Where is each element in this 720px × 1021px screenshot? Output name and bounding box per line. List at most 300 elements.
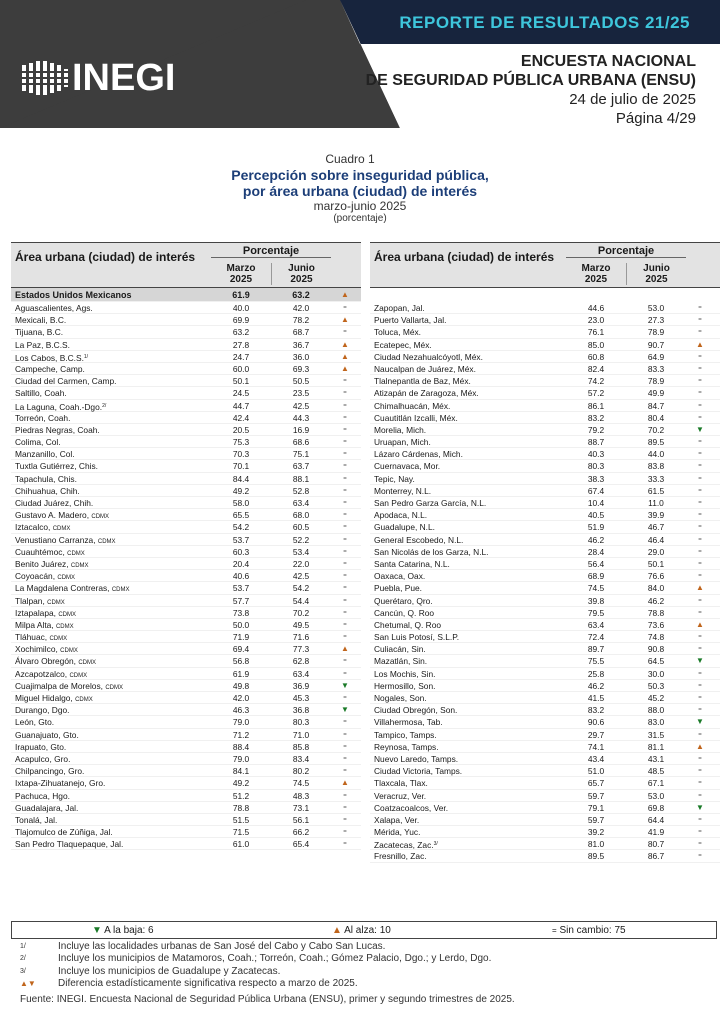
area-name: Tapachula, Chis. xyxy=(15,473,77,484)
table-row xyxy=(11,363,361,375)
table-row xyxy=(370,448,720,460)
area-name: Xalapa, Ver. xyxy=(374,814,420,825)
area-name: Colima, Col. xyxy=(15,437,61,448)
up-triangle-icon: ▲ xyxy=(696,741,704,751)
equal-icon: = xyxy=(343,305,347,311)
table-row xyxy=(370,473,720,485)
equal-icon: = xyxy=(343,755,347,762)
equal-icon: = xyxy=(698,573,702,580)
table-number: Cuadro 1 xyxy=(325,152,375,166)
equal-icon: = xyxy=(343,816,347,823)
table-row xyxy=(370,838,720,850)
area-name: Venustiano Carranza, CDMX xyxy=(15,534,116,545)
area-name: Campeche, Camp. xyxy=(15,363,85,374)
footnote: ▲▼ Diferencia estadísticamente significativa respecto a marzo de 2025. xyxy=(20,978,358,990)
marzo-value: 56.8 xyxy=(232,656,250,667)
area-name: Ecatepec, Méx. xyxy=(374,339,432,350)
area-name: Manzanillo, Col. xyxy=(15,449,75,460)
area-name: San Luis Potosí, S.L.P. xyxy=(374,632,460,643)
marzo-value: 70.3 xyxy=(232,449,250,460)
brand-text: INEGI xyxy=(72,57,176,99)
area-name: Guadalupe, N.L. xyxy=(374,522,435,533)
table-row xyxy=(11,497,361,509)
table-row xyxy=(11,838,361,850)
down-triangle-icon: ▼ xyxy=(696,656,704,666)
marzo-value: 53.7 xyxy=(232,534,250,545)
area-name: Cuajimalpa de Morelos, CDMX xyxy=(15,680,123,691)
equal-icon: = xyxy=(698,390,702,397)
junio-value: 53.4 xyxy=(292,546,310,557)
equal-icon: = xyxy=(343,463,347,470)
equal-icon: = xyxy=(698,792,702,799)
area-name: Puerto Vallarta, Jal. xyxy=(374,315,447,326)
table-row xyxy=(11,765,361,777)
junio-value: 50.3 xyxy=(647,680,665,691)
equal-icon: = xyxy=(698,634,702,641)
area-name: Lázaro Cárdenas, Mich. xyxy=(374,449,463,460)
junio-value: 63.4 xyxy=(292,498,310,508)
junio-value: 74.8 xyxy=(647,632,665,643)
table-row xyxy=(11,412,361,424)
area-name: Tampico, Tamps. xyxy=(374,729,437,740)
marzo-value: 29.7 xyxy=(587,729,605,740)
marzo-value: 27.8 xyxy=(232,339,250,350)
table-row xyxy=(11,692,361,704)
equal-icon: = xyxy=(698,768,702,775)
up-triangle-icon: ▲ xyxy=(696,619,704,629)
junio-value: 73.1 xyxy=(292,802,310,813)
table-row xyxy=(370,741,720,753)
marzo-value: 86.1 xyxy=(587,400,605,411)
area-name: Ciudad Victoria, Tamps. xyxy=(374,766,463,777)
table-row xyxy=(11,655,361,667)
marzo-value: 79.5 xyxy=(587,607,605,618)
equal-icon: = xyxy=(343,597,347,604)
junio-value: 88.1 xyxy=(292,473,310,484)
equal-icon: = xyxy=(343,573,347,580)
legend-up: ▲ Al alza: 10 xyxy=(332,925,391,936)
table-row xyxy=(370,716,720,728)
marzo-value: 60.0 xyxy=(232,363,250,374)
equal-icon: = xyxy=(343,829,347,836)
equal-icon: = xyxy=(343,634,347,641)
area-name: Chihuahua, Chih. xyxy=(15,485,80,496)
col-marzo-header: Marzo 2025 xyxy=(581,263,611,285)
table-row xyxy=(11,436,361,448)
marzo-value: 28.4 xyxy=(587,546,605,557)
marzo-value: 82.4 xyxy=(587,363,605,374)
equal-icon: = xyxy=(552,926,557,935)
marzo-value: 71.9 xyxy=(232,632,250,643)
marzo-value: 51.9 xyxy=(587,522,605,533)
table-row xyxy=(11,570,361,582)
junio-value: 78.2 xyxy=(292,315,310,326)
area-name: Naucalpan de Juárez, Méx. xyxy=(374,363,476,374)
junio-value: 84.0 xyxy=(647,583,665,594)
marzo-value: 39.8 xyxy=(587,595,605,606)
area-name: Chetumal, Q. Roo xyxy=(374,619,442,630)
equal-icon: = xyxy=(698,597,702,604)
table-row xyxy=(11,521,361,533)
table-row xyxy=(11,777,361,789)
junio-value: 53.0 xyxy=(647,303,665,313)
equal-icon: = xyxy=(698,670,702,677)
marzo-value: 75.3 xyxy=(232,437,250,448)
area-name: Monterrey, N.L. xyxy=(374,485,432,496)
area-name: Coatzacoalcos, Ver. xyxy=(374,802,449,813)
marzo-value: 40.3 xyxy=(587,449,605,460)
marzo-value: 42.4 xyxy=(232,412,250,423)
equal-icon: = xyxy=(343,378,347,385)
junio-value: 56.1 xyxy=(292,814,310,825)
marzo-value: 53.7 xyxy=(232,583,250,594)
equal-icon: = xyxy=(698,646,702,653)
table-row xyxy=(370,400,720,412)
equal-icon: = xyxy=(698,463,702,470)
junio-value: 67.1 xyxy=(647,778,665,789)
equal-icon: = xyxy=(698,317,702,324)
area-name: Villahermosa, Tab. xyxy=(374,717,443,728)
junio-value: 63.7 xyxy=(292,461,310,472)
junio-value: 83.0 xyxy=(647,717,665,728)
junio-value: 71.6 xyxy=(292,632,310,643)
table-row xyxy=(370,326,720,338)
equal-icon: = xyxy=(698,451,702,458)
equal-icon: = xyxy=(343,426,347,433)
table-row xyxy=(11,460,361,472)
equal-icon: = xyxy=(698,524,702,531)
marzo-value: 85.0 xyxy=(587,339,605,350)
area-name: Puebla, Pue. xyxy=(374,583,422,594)
area-name: Reynosa, Tamps. xyxy=(374,741,439,752)
junio-value: 41.9 xyxy=(647,827,665,838)
equal-icon: = xyxy=(698,353,702,360)
area-name: Chimalhuacán, Méx. xyxy=(374,400,451,411)
marzo-value: 68.9 xyxy=(587,571,605,582)
equal-icon: = xyxy=(698,853,702,860)
table-row xyxy=(370,546,720,558)
junio-value: 27.3 xyxy=(647,315,665,326)
table-row xyxy=(370,790,720,802)
area-name: Querétaro, Qro. xyxy=(374,595,433,606)
survey-name-line2: DE SEGURIDAD PÚBLICA URBANA (ENSU) xyxy=(365,72,696,89)
marzo-value: 60.3 xyxy=(232,546,250,557)
marzo-value: 72.4 xyxy=(587,632,605,643)
survey-name-line1: ENCUESTA NACIONAL xyxy=(520,53,696,70)
table-row xyxy=(370,339,720,351)
legend-down: ▼ A la baja: 6 xyxy=(92,925,154,936)
marzo-value: 60.8 xyxy=(587,351,605,362)
marzo-value: 46.2 xyxy=(587,680,605,691)
table-row xyxy=(11,729,361,741)
equal-icon: = xyxy=(698,829,702,836)
area-name: Fresnillo, Zac. xyxy=(374,851,427,862)
junio-value: 45.3 xyxy=(292,693,310,703)
col-marzo-header: Marzo 2025 xyxy=(226,263,256,285)
marzo-value: 24.5 xyxy=(232,388,250,399)
marzo-value: 46.2 xyxy=(587,534,605,545)
junio-value: 23.5 xyxy=(292,388,310,399)
table-row xyxy=(370,607,720,619)
junio-value: 36.0 xyxy=(292,351,310,362)
junio-value: 68.0 xyxy=(292,510,310,521)
equal-icon: = xyxy=(343,536,347,543)
marzo-value: 75.5 xyxy=(587,656,605,667)
junio-value: 49.9 xyxy=(647,388,665,399)
table-row xyxy=(11,424,361,436)
marzo-value: 74.5 xyxy=(587,583,605,594)
table-row xyxy=(11,485,361,497)
table-row xyxy=(370,302,720,314)
area-name: Pachuca, Hgo. xyxy=(15,790,70,801)
area-name: Álvaro Obregón, CDMX xyxy=(15,656,96,667)
report-title: REPORTE DE RESULTADOS 21/25 xyxy=(399,13,690,32)
table-row xyxy=(370,351,720,363)
area-name: Tijuana, B.C. xyxy=(15,327,64,338)
equal-icon: = xyxy=(698,512,702,519)
col-junio-header: Junio 2025 xyxy=(271,263,331,285)
table-header xyxy=(11,242,361,288)
area-name: Tuxtla Gutiérrez, Chis. xyxy=(15,461,98,472)
equal-icon: = xyxy=(343,695,347,701)
table-row xyxy=(370,375,720,387)
area-name: Tláhuac, CDMX xyxy=(15,632,68,643)
junio-value: 46.4 xyxy=(647,534,665,545)
equal-icon: = xyxy=(343,585,347,592)
equal-icon: = xyxy=(698,682,702,689)
table-row xyxy=(11,326,361,338)
table-row xyxy=(11,534,361,546)
table-row xyxy=(11,339,361,351)
junio-value: 44.3 xyxy=(292,412,310,423)
table-row xyxy=(370,802,720,814)
table-row xyxy=(11,558,361,570)
down-triangle-icon: ▼ xyxy=(696,717,704,727)
table-row xyxy=(370,655,720,667)
survey-info xyxy=(366,52,696,128)
marzo-value: 74.2 xyxy=(587,376,605,387)
table-row xyxy=(11,741,361,753)
table-row xyxy=(370,777,720,789)
marzo-value: 80.3 xyxy=(587,461,605,472)
table-row xyxy=(11,448,361,460)
equal-icon: = xyxy=(698,707,702,714)
marzo-value: 50.1 xyxy=(232,376,250,387)
spacer xyxy=(370,288,720,302)
equal-icon: = xyxy=(343,439,347,446)
down-triangle-icon: ▼ xyxy=(341,705,349,715)
table-row xyxy=(370,497,720,509)
table-row xyxy=(370,729,720,741)
table-row xyxy=(11,595,361,607)
footnote: 3/ Incluye los municipios de Guadalupe y Zacatecas. xyxy=(20,965,281,977)
junio-value: 89.5 xyxy=(647,437,665,448)
marzo-value: 38.3 xyxy=(587,473,605,484)
junio-value: 75.1 xyxy=(292,449,310,460)
up-triangle-icon: ▲ xyxy=(341,290,349,299)
junio-value: 30.0 xyxy=(647,668,665,679)
table-row xyxy=(370,387,720,399)
junio-value: 22.0 xyxy=(292,558,310,569)
table-row xyxy=(11,753,361,765)
area-name: Nuevo Laredo, Tamps. xyxy=(374,753,459,764)
area-name: Veracruz, Ver. xyxy=(374,790,427,801)
junio-value: 65.4 xyxy=(292,839,310,850)
area-name: Apodaca, N.L. xyxy=(374,510,428,521)
table-period: marzo-junio 2025 xyxy=(313,199,407,213)
marzo-value: 51.5 xyxy=(232,814,250,825)
junio-value: 78.9 xyxy=(647,376,665,387)
junio-value: 64.5 xyxy=(647,656,665,667)
junio-value: 42.5 xyxy=(292,400,310,411)
marzo-value: 59.7 xyxy=(587,790,605,801)
equal-icon: = xyxy=(343,414,347,421)
area-name: Saltillo, Coah. xyxy=(15,388,67,399)
area-name: Gustavo A. Madero, CDMX xyxy=(15,510,110,521)
area-name: Piedras Negras, Coah. xyxy=(15,424,100,435)
legend-same: = Sin cambio: 75 xyxy=(552,925,626,936)
equal-icon: = xyxy=(343,841,347,848)
marzo-value: 51.0 xyxy=(587,766,605,777)
table-row xyxy=(11,400,361,412)
equal-icon: = xyxy=(698,414,702,421)
equal-icon: = xyxy=(343,658,347,665)
area-name: Estados Unidos Mexicanos xyxy=(15,290,132,300)
marzo-value: 79.0 xyxy=(232,717,250,728)
junio-value: 73.6 xyxy=(647,619,665,630)
marzo-value: 25.8 xyxy=(587,668,605,679)
marzo-value: 23.0 xyxy=(587,315,605,326)
junio-value: 61.5 xyxy=(647,485,665,496)
table-header xyxy=(370,242,720,288)
equal-icon: = xyxy=(343,719,347,726)
equal-icon: = xyxy=(698,548,702,555)
junio-value: 54.4 xyxy=(292,595,310,606)
area-name: Ciudad del Carmen, Camp. xyxy=(15,376,117,387)
junio-value: 68.7 xyxy=(292,327,310,338)
area-name: Tonalá, Jal. xyxy=(15,814,58,825)
junio-value: 64.4 xyxy=(647,814,665,825)
col-area-header: Área urbana (ciudad) de interés xyxy=(15,250,196,264)
table-rows xyxy=(370,288,720,863)
marzo-value: 57.2 xyxy=(587,388,605,399)
junio-value: 48.5 xyxy=(647,766,665,777)
up-triangle-icon: ▲ xyxy=(341,315,349,325)
table-row xyxy=(11,473,361,485)
area-name: Tepic, Nay. xyxy=(374,473,415,484)
table-row xyxy=(370,680,720,692)
table-row xyxy=(370,704,720,716)
area-name: Santa Catarina, N.L. xyxy=(374,558,450,569)
area-name: Tlajomulco de Zúñiga, Jal. xyxy=(15,827,113,838)
equal-icon: = xyxy=(698,365,702,372)
source-note: Fuente: INEGI. Encuesta Nacional de Seguridad Pública Urbana (ENSU), primer y segundo trimestres de 2025. xyxy=(20,994,515,1005)
area-name: Aguascalientes, Ags. xyxy=(15,303,93,313)
marzo-value: 84.4 xyxy=(232,473,250,484)
equal-icon: = xyxy=(343,512,347,519)
marzo-value: 63.2 xyxy=(232,327,250,338)
marzo-value: 40.0 xyxy=(232,303,250,313)
area-name: Culiacán, Sin. xyxy=(374,644,426,655)
area-name: Nogales, Son. xyxy=(374,693,427,703)
area-name: Ciudad Juárez, Chih. xyxy=(15,498,94,508)
table-row xyxy=(370,509,720,521)
table-row xyxy=(11,387,361,399)
equal-icon: = xyxy=(343,524,347,531)
up-triangle-icon: ▲ xyxy=(332,925,342,936)
table-row xyxy=(11,582,361,594)
junio-value: 85.8 xyxy=(292,741,310,752)
area-name: Milpa Alta, CDMX xyxy=(15,619,74,630)
junio-value: 74.5 xyxy=(292,778,310,789)
area-name: Atizapán de Zaragoza, Méx. xyxy=(374,388,479,399)
junio-value: 80.3 xyxy=(292,717,310,728)
equal-icon: = xyxy=(698,487,702,494)
table-row xyxy=(11,704,361,716)
table-row xyxy=(370,753,720,765)
marzo-value: 54.2 xyxy=(232,522,250,533)
marzo-value: 51.2 xyxy=(232,790,250,801)
marzo-value: 56.4 xyxy=(587,558,605,569)
junio-value: 36.9 xyxy=(292,680,310,691)
junio-value: 54.2 xyxy=(292,583,310,594)
junio-value: 45.2 xyxy=(647,693,665,703)
junio-value: 80.2 xyxy=(292,766,310,777)
marzo-value: 88.4 xyxy=(232,741,250,752)
up-triangle-icon: ▲ xyxy=(341,339,349,349)
table-row xyxy=(370,826,720,838)
area-name: Los Mochis, Sin. xyxy=(374,668,436,679)
table-row xyxy=(11,509,361,521)
table-row xyxy=(11,302,361,314)
area-name: Uruapan, Mich. xyxy=(374,437,431,448)
junio-value: 70.2 xyxy=(292,607,310,618)
junio-value: 71.0 xyxy=(292,729,310,740)
table-row xyxy=(370,521,720,533)
marzo-value: 90.6 xyxy=(587,717,605,728)
col-junio-header: Junio 2025 xyxy=(626,263,686,285)
marzo-value: 89.7 xyxy=(587,644,605,655)
area-name: Cuernavaca, Mor. xyxy=(374,461,441,472)
junio-value: 69.3 xyxy=(292,363,310,374)
junio-value: 88.0 xyxy=(647,705,665,716)
junio-value: 76.6 xyxy=(647,571,665,582)
equal-icon: = xyxy=(343,402,347,409)
marzo-value: 20.5 xyxy=(232,424,250,435)
marzo-value: 81.0 xyxy=(587,839,605,850)
area-name: Ciudad Obregón, Son. xyxy=(374,705,458,716)
inegi-logo xyxy=(22,57,197,99)
area-name: Mexicali, B.C. xyxy=(15,315,67,326)
marzo-value: 49.2 xyxy=(232,485,250,496)
table-row xyxy=(11,546,361,558)
table-rows xyxy=(11,288,361,850)
marzo-value: 76.1 xyxy=(587,327,605,338)
area-name: Chilpancingo, Gro. xyxy=(15,766,85,777)
area-name: Acapulco, Gro. xyxy=(15,753,71,764)
marzo-value: 50.0 xyxy=(232,619,250,630)
marzo-value: 79.0 xyxy=(232,753,250,764)
col-percent-header: Porcentaje xyxy=(211,245,331,258)
equal-icon: = xyxy=(343,548,347,555)
marzo-value: 65.5 xyxy=(232,510,250,521)
marzo-value: 73.8 xyxy=(232,607,250,618)
marzo-value: 44.7 xyxy=(232,400,250,411)
marzo-value: 61.0 xyxy=(232,839,250,850)
table-row xyxy=(370,363,720,375)
area-name: Cuautitlán Izcalli, Méx. xyxy=(374,412,458,423)
junio-value: 78.8 xyxy=(647,607,665,618)
